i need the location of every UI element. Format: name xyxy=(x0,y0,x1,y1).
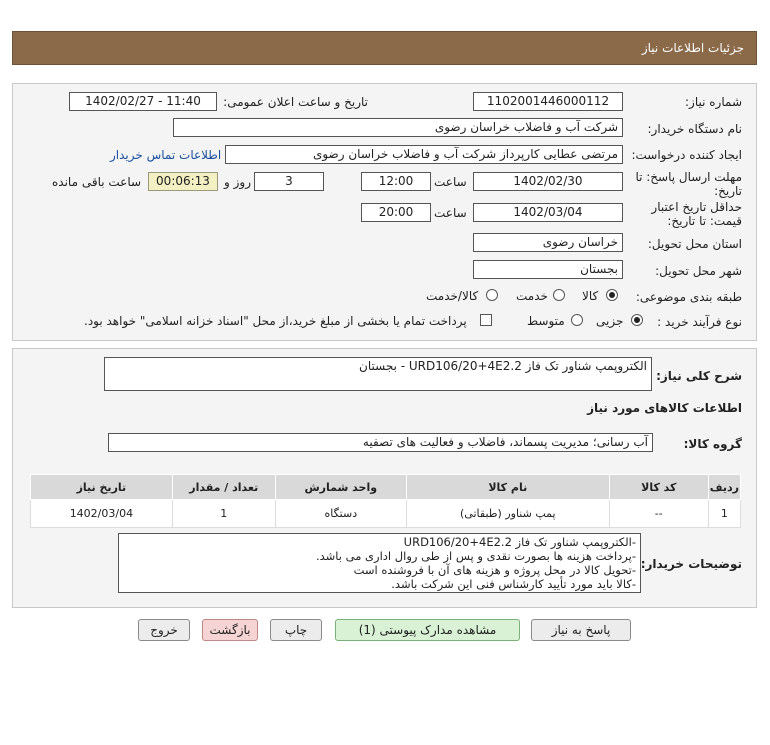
back-button[interactable]: بازگشت xyxy=(202,619,258,641)
contact-info-link[interactable]: اطلاعات تماس خریدار xyxy=(110,148,222,162)
buyer-org-field: شرکت آب و فاضلاب خراسان رضوی xyxy=(173,118,623,137)
category-radio-service[interactable] xyxy=(553,289,565,301)
category-radio-goods[interactable] xyxy=(606,289,618,301)
process-label: نوع فرآیند خرید : xyxy=(657,315,742,329)
validity-time-field: 20:00 xyxy=(361,203,431,222)
goods-section-title: اطلاعات کالاهای مورد نیاز xyxy=(587,401,742,415)
reply-button[interactable]: پاسخ به نیاز xyxy=(531,619,631,641)
col-qty: تعداد / مقدار xyxy=(172,475,275,500)
summary-label: شرح کلی نیاز: xyxy=(656,369,742,383)
cell-date: 1402/03/04 xyxy=(31,500,173,528)
notes-label: توضیحات خریدار: xyxy=(640,557,742,571)
announce-label: تاریخ و ساعت اعلان عمومی: xyxy=(223,95,368,109)
remaining-time-field: 00:06:13 xyxy=(148,172,218,191)
table-row xyxy=(31,500,741,528)
deadline-time-label: ساعت xyxy=(434,175,467,189)
print-button[interactable]: چاپ xyxy=(270,619,322,641)
cell-code: -- xyxy=(609,500,708,528)
process-option-minor: جزیی xyxy=(596,314,624,328)
goods-group-label: گروه کالا: xyxy=(683,437,742,451)
creator-field: مرتضی عطایی کارپرداز شرکت آب و فاضلاب خراسان رضوی xyxy=(225,145,623,164)
category-option-both: کالا/خدمت xyxy=(426,289,479,303)
city-field: بجستان xyxy=(473,260,623,279)
notes-line-2: -پرداخت هزینه ها بصورت نقدی و پس از طی روال اداری می باشد. xyxy=(315,549,636,563)
col-code: کد کالا xyxy=(609,475,708,500)
summary-field: الکتروپمپ شناور تک فاز URD106/20+4E2.2 - بجستان xyxy=(104,357,652,391)
creator-label: ایجاد کننده درخواست: xyxy=(631,148,742,162)
need-number-label: شماره نیاز: xyxy=(685,95,742,109)
deadline-time-field: 12:00 xyxy=(361,172,431,191)
notes-line-3: -تحویل کالا در محل پروژه و هزینه های آن با فروشنده است xyxy=(353,563,636,577)
process-radio-minor[interactable] xyxy=(631,314,643,326)
attachments-button[interactable]: مشاهده مدارک پیوستی (1) xyxy=(335,619,520,641)
goods-group-field: آب رسانی؛ مدیریت پسماند، فاضلاب و فعالیت های تصفیه xyxy=(108,433,653,452)
col-date: تاریخ نیاز xyxy=(31,475,173,500)
days-label: روز و xyxy=(224,175,251,189)
process-option-medium: متوسط xyxy=(527,314,565,328)
col-unit: واحد شمارش xyxy=(275,475,406,500)
remaining-label: ساعت باقی مانده xyxy=(52,175,142,189)
validity-label-1: حداقل تاریخ اعتبار xyxy=(651,200,742,214)
category-option-goods: کالا xyxy=(582,289,599,303)
cell-name: پمپ شناور (طبقاتی) xyxy=(406,500,609,528)
process-radio-medium[interactable] xyxy=(571,314,583,326)
announce-field: 1402/02/27 - 11:40 xyxy=(69,92,217,111)
payment-checkbox[interactable] xyxy=(480,314,492,326)
deadline-date-field: 1402/02/30 xyxy=(473,172,623,191)
page-title: جزئیات اطلاعات نیاز xyxy=(641,41,744,55)
payment-note: پرداخت تمام یا بخشی از مبلغ خرید،از محل "اسناد خزانه اسلامی" خواهد بود. xyxy=(84,314,467,328)
cell-unit: دستگاه xyxy=(275,500,406,528)
province-field: خراسان رضوی xyxy=(473,233,623,252)
city-label: شهر محل تحویل: xyxy=(655,264,742,278)
category-label: طبقه بندی موضوعی: xyxy=(635,290,742,304)
validity-date-field: 1402/03/04 xyxy=(473,203,623,222)
notes-box xyxy=(118,533,641,593)
notes-line-1: -الکتروپمپ شناور تک فاز URD106/20+4E2.2 xyxy=(403,535,636,549)
col-row: ردیف xyxy=(708,475,740,500)
buyer-org-label: نام دستگاه خریدار: xyxy=(647,122,742,136)
validity-time-label: ساعت xyxy=(434,206,467,220)
category-radio-both[interactable] xyxy=(486,289,498,301)
deadline-label-2: تاریخ: xyxy=(714,184,742,198)
days-field: 3 xyxy=(254,172,324,191)
col-name: نام کالا xyxy=(406,475,609,500)
notes-line-4: -کالا باید مورد تأیید کارشناس فنی این شرکت باشد. xyxy=(391,577,636,591)
cell-qty: 1 xyxy=(172,500,275,528)
category-option-service: خدمت xyxy=(516,289,548,303)
exit-button[interactable]: خروج xyxy=(138,619,190,641)
page-header xyxy=(12,31,757,65)
cell-row: 1 xyxy=(708,500,740,528)
validity-label-2: قیمت: تا تاریخ: xyxy=(667,214,742,228)
deadline-label-1: مهلت ارسال پاسخ: تا xyxy=(635,170,742,184)
province-label: استان محل تحویل: xyxy=(647,237,742,251)
need-number-field: 1102001446000112 xyxy=(473,92,623,111)
goods-table xyxy=(30,474,741,528)
